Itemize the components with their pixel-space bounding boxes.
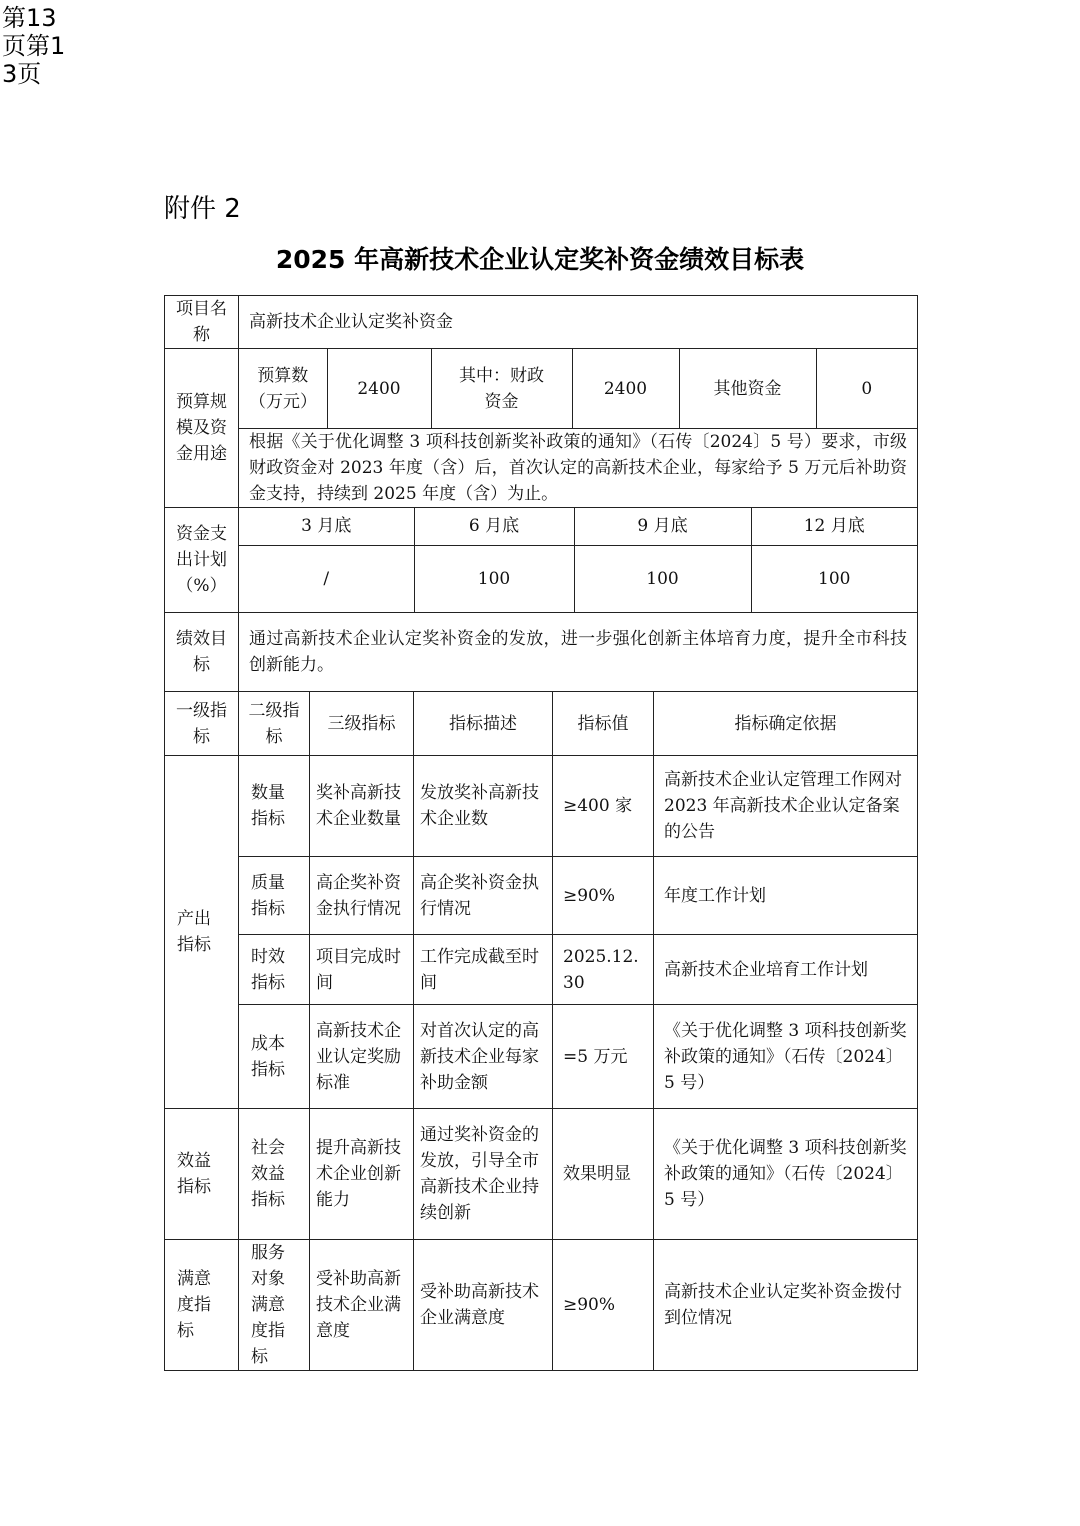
document-title: 2025 年高新技术企业认定奖补资金绩效目标表 <box>275 245 805 274</box>
project-row <box>165 296 918 349</box>
other-funds-amount: 0 <box>816 349 917 428</box>
basis-cell: 《关于优化调整 3 项科技创新奖补政策的通知》（石传〔2024〕5 号） <box>654 1109 918 1240</box>
plan-value-q2: 100 <box>414 545 574 612</box>
plan-value-q4: 100 <box>751 545 917 612</box>
plan-value-q3: 100 <box>574 545 751 612</box>
performance-goal-text: 通过高新技术企业认定奖补资金的发放，进一步强化创新主体培育力度，提升全市科技创新能力。 <box>239 613 918 692</box>
level3-cell: 项目完成时间 <box>310 935 414 1005</box>
level2-cell: 数量指标 <box>239 756 310 857</box>
table-row <box>165 756 918 857</box>
spending-plan-subtable <box>239 508 917 612</box>
value-cell: ≥90% <box>553 857 654 935</box>
level2-cell: 服务对象满意度指标 <box>239 1240 310 1371</box>
budget-row <box>165 349 918 429</box>
level3-cell: 受补助高新技术企业满意度 <box>310 1240 414 1371</box>
description-cell: 工作完成截至时间 <box>414 935 553 1005</box>
plan-value-q1: / <box>239 545 414 612</box>
value-cell: 效果明显 <box>553 1109 654 1240</box>
budget-purpose: 根据《关于优化调整 3 项科技创新奖补政策的通知》（石传〔2024〕5 号）要求，市级财政资金对 2023 年度（含）后，首次认定的高新技术企业，每家给予 5 万元后补助资金支持，持续到 2025 年度（含）为止。 <box>239 429 918 508</box>
level3-cell: 高新技术企业认定奖励标准 <box>310 1005 414 1109</box>
level1-benefit: 效益指标 <box>165 1109 239 1240</box>
description-cell: 高企奖补资金执行情况 <box>414 857 553 935</box>
table-row <box>165 1240 918 1371</box>
spending-plan-label: 资金支出计划（%） <box>165 508 239 613</box>
header-level2: 二级指标 <box>239 692 310 756</box>
project-label: 项目名称 <box>165 296 239 349</box>
value-cell: ≥400 家 <box>553 756 654 857</box>
description-cell: 受补助高新技术企业满意度 <box>414 1240 553 1371</box>
basis-cell: 高新技术企业认定奖补资金拨付到位情况 <box>654 1240 918 1371</box>
fiscal-funds-amount: 2400 <box>572 349 679 428</box>
performance-goal-row <box>165 613 918 692</box>
description-cell: 对首次认定的高新技术企业每家补助金额 <box>414 1005 553 1109</box>
level1-output: 产出指标 <box>165 756 239 1109</box>
basis-cell: 《关于优化调整 3 项科技创新奖补政策的通知》（石传〔2024〕5 号） <box>654 1005 918 1109</box>
header-level1: 一级指标 <box>165 692 239 756</box>
level2-cell: 成本指标 <box>239 1005 310 1109</box>
other-funds-label: 其他资金 <box>679 349 816 428</box>
project-name: 高新技术企业认定奖补资金 <box>239 296 918 349</box>
table-row <box>165 935 918 1005</box>
value-cell: 2025.12.30 <box>553 935 654 1005</box>
fiscal-funds-label: 其中：财政资金 <box>431 349 572 428</box>
page-label: 第13页第13页 <box>2 4 66 88</box>
description-cell: 发放奖补高新技术企业数 <box>414 756 553 857</box>
level2-cell: 时效指标 <box>239 935 310 1005</box>
table-row <box>165 1109 918 1240</box>
budget-amount-label: 预算数（万元） <box>239 349 327 428</box>
header-level3: 三级指标 <box>310 692 414 756</box>
header-value: 指标值 <box>553 692 654 756</box>
level3-cell: 提升高新技术企业创新能力 <box>310 1109 414 1240</box>
spending-plan-row <box>165 508 918 613</box>
budget-label: 预算规模及资金用途 <box>165 349 239 508</box>
description-cell: 通过奖补资金的发放，引导全市高新技术企业持续创新 <box>414 1109 553 1240</box>
level3-cell: 奖补高新技术企业数量 <box>310 756 414 857</box>
level3-cell: 高企奖补资金执行情况 <box>310 857 414 935</box>
indicator-header-row <box>165 692 918 756</box>
level2-cell: 社会效益指标 <box>239 1109 310 1240</box>
performance-goal-label: 绩效目标 <box>165 613 239 692</box>
purpose-row <box>165 429 918 508</box>
budget-subtable <box>239 349 917 428</box>
period-q2: 6 月底 <box>414 508 574 545</box>
period-q3: 9 月底 <box>574 508 751 545</box>
basis-cell: 高新技术企业认定管理工作网对 2023 年高新技术企业认定备案的公告 <box>654 756 918 857</box>
period-q1: 3 月底 <box>239 508 414 545</box>
attachment-label: 附件 2 <box>164 194 241 224</box>
table-row <box>165 1005 918 1109</box>
level1-satisfaction: 满意度指标 <box>165 1240 239 1371</box>
level2-cell: 质量指标 <box>239 857 310 935</box>
header-description: 指标描述 <box>414 692 553 756</box>
basis-cell: 年度工作计划 <box>654 857 918 935</box>
table-row <box>165 857 918 935</box>
period-q4: 12 月底 <box>751 508 917 545</box>
budget-amount: 2400 <box>327 349 431 428</box>
basis-cell: 高新技术企业培育工作计划 <box>654 935 918 1005</box>
value-cell: =5 万元 <box>553 1005 654 1109</box>
value-cell: ≥90% <box>553 1240 654 1371</box>
performance-target-table <box>164 295 918 1371</box>
header-basis: 指标确定依据 <box>654 692 918 756</box>
